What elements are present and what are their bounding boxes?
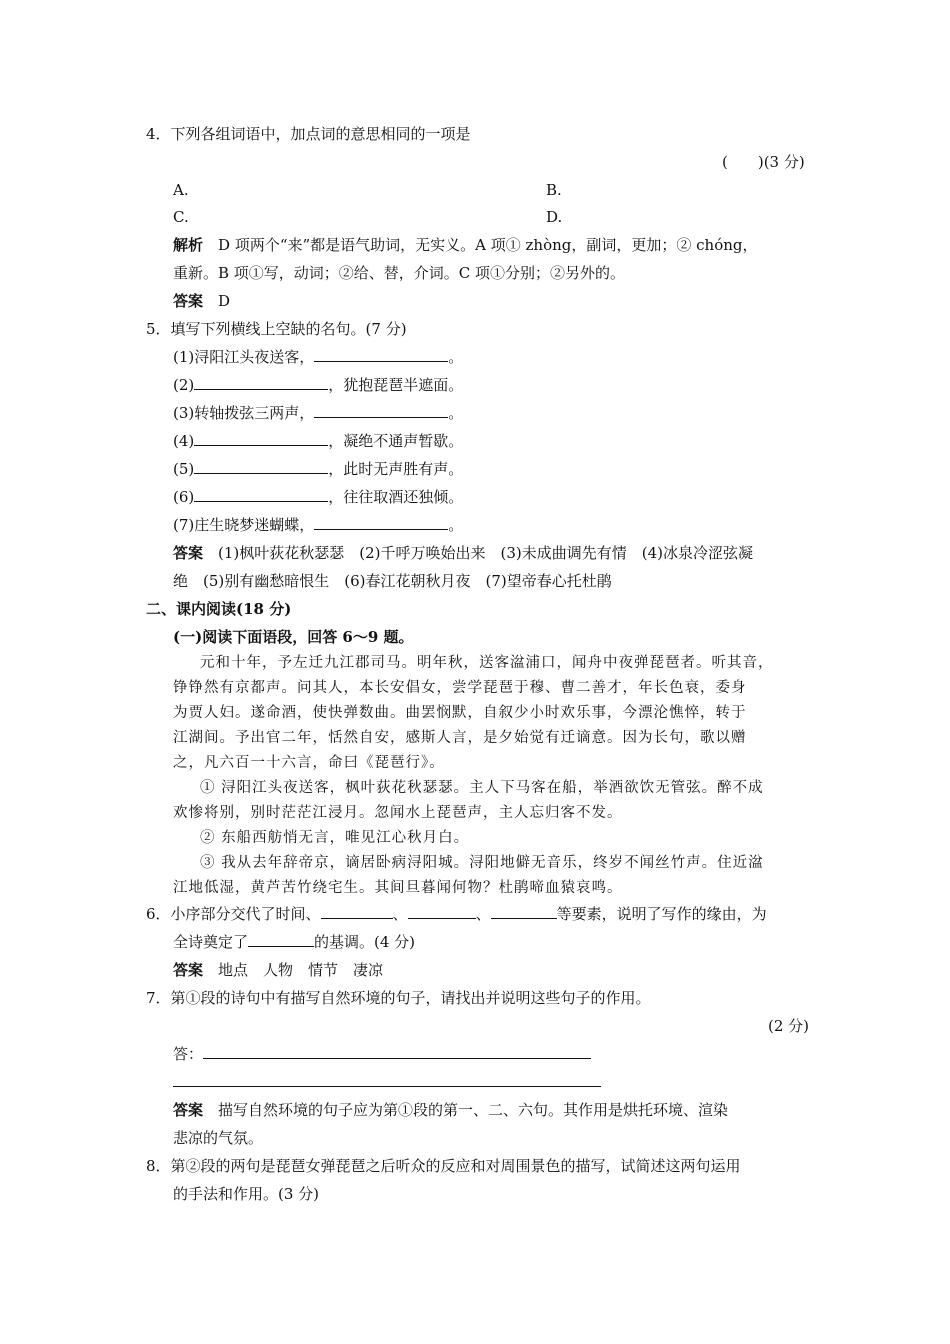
fill-blank[interactable] (194, 459, 328, 474)
q6-text: 等要素，说明了写作的缘由，为 (556, 905, 767, 923)
q7-stem: 7．第①段的诗句中有描写自然环境的句子，请找出并说明这些句子的作用。 (146, 989, 651, 1007)
analysis-label: 解析 (173, 236, 204, 254)
q4-option-c: C. (173, 208, 189, 226)
item-post: 。 (448, 516, 464, 534)
q7-answer (173, 1099, 728, 1121)
q6-text: 的基调。(4 分) (314, 933, 416, 951)
q6-stem (146, 903, 767, 925)
q4-analysis (173, 234, 758, 256)
q6-stem-cont (173, 931, 415, 953)
item-post: ，往往取酒还独倾。 (328, 488, 464, 506)
q6-text: 全诗奠定了 (173, 933, 249, 951)
answer-label: 答案 (173, 292, 204, 310)
item-pre: (4) (173, 432, 195, 450)
q5-item-5 (173, 458, 463, 480)
item-pre: (5) (173, 460, 195, 478)
q6-text: 、 (475, 905, 491, 923)
fill-blank[interactable] (491, 904, 557, 919)
fill-blank[interactable] (194, 431, 328, 446)
q4-option-a: A. (173, 181, 189, 199)
q6-text: 6．小序部分交代了时间、 (146, 905, 321, 923)
item-pre: (3)转轴拨弦三两声， (173, 404, 315, 422)
poem-paragraph-1-cont: 欢惨将别，别时茫茫江浸月。忽闻水上琵琶声，主人忘归客不发。 (173, 805, 623, 821)
q5-item-2 (173, 374, 463, 396)
q5-item-3 (173, 402, 463, 424)
q5-item-7 (173, 514, 463, 536)
q7-answer-field-2 (173, 1071, 601, 1093)
item-pre: (2) (173, 376, 195, 394)
answer-line[interactable] (173, 1072, 601, 1087)
preface-line: 为贾人妇。遂命酒，使快弹数曲。曲罢悯默，自叙少小时欢乐事，今漂沦憔悴，转于 (173, 705, 747, 721)
answer-prefix: 答： (173, 1045, 204, 1063)
answer-text: (1)枫叶荻花秋瑟瑟 (2)千呼万唤始出来 (3)未成曲调先有情 (4)冰泉冷涩弦凝 (218, 544, 754, 562)
q7-answer-field (173, 1043, 591, 1065)
preface-line: 江湖间。予出官二年，恬然自安，感斯人言，是夕始觉有迁谪意。因为长句，歌以赠 (173, 730, 747, 746)
fill-blank[interactable] (321, 904, 393, 919)
preface-line: 元和十年，予左迁九江郡司马。明年秋，送客湓浦口，闻舟中夜弹琵琶者。听其音， (200, 655, 774, 671)
fill-blank[interactable] (314, 515, 448, 530)
q8-stem-cont: 的手法和作用。(3 分) (173, 1185, 320, 1203)
q5-item-4 (173, 430, 463, 452)
fill-blank[interactable] (408, 904, 476, 919)
poem-paragraph-2: ② 东船西舫悄无言，唯见江心秋月白。 (200, 830, 470, 846)
preface-line: 铮铮然有京都声。问其人，本长安倡女，尝学琵琶于穆、曹二善才，年长色衰，委身 (173, 680, 747, 696)
answer-line[interactable] (203, 1044, 591, 1059)
answer-label: 答案 (173, 1101, 204, 1119)
item-post: 。 (448, 404, 464, 422)
q4-option-b: B. (546, 181, 562, 199)
q6-answer (173, 959, 383, 981)
fill-blank[interactable] (194, 375, 328, 390)
answer-text: D (218, 292, 231, 310)
q8-stem: 8．第②段的两句是琵琶女弹琵琶之后听众的反应和对周围景色的描写，试简述这两句运用 (146, 1157, 741, 1175)
q7-answer-cont: 悲凉的气氛。 (173, 1129, 264, 1147)
answer-text: 描写自然环境的句子应为第①段的第一、二、六句。其作用是烘托环境、渲染 (218, 1101, 729, 1119)
q4-option-d: D. (546, 208, 563, 226)
fill-blank[interactable] (248, 932, 314, 947)
answer-label: 答案 (173, 544, 204, 562)
item-pre: (1)浔阳江头夜送客， (173, 348, 315, 366)
section-subtitle: (一)阅读下面语段，回答 6～9 题。 (173, 628, 414, 646)
q7-score: (2 分) (768, 1017, 810, 1035)
item-post: ，犹抱琵琶半遮面。 (328, 376, 464, 394)
item-post: 。 (448, 348, 464, 366)
preface-line: 之，凡六百一十六言，命曰《琵琶行》。 (173, 755, 445, 771)
q4-score: ( )(3 分) (722, 153, 805, 171)
q5-item-6 (173, 486, 463, 508)
fill-blank[interactable] (314, 403, 448, 418)
poem-paragraph-1: ① 浔阳江头夜送客，枫叶荻花秋瑟瑟。主人下马客在船，举酒欲饮无管弦。醉不成 (200, 780, 764, 796)
q5-stem: 5．填写下列横线上空缺的名句。(7 分) (146, 320, 407, 338)
fill-blank[interactable] (194, 487, 328, 502)
q4-answer (173, 290, 230, 312)
item-pre: (6) (173, 488, 195, 506)
poem-paragraph-3: ③ 我从去年辞帝京，谪居卧病浔阳城。浔阳地僻无音乐，终岁不闻丝竹声。住近湓 (200, 855, 764, 871)
answer-label: 答案 (173, 961, 204, 979)
q6-text: 、 (392, 905, 408, 923)
section-title: 二、课内阅读(18 分) (146, 600, 292, 618)
item-post: ，此时无声胜有声。 (328, 460, 464, 478)
poem-paragraph-3-cont: 江地低湿，黄芦苦竹绕宅生。其间旦暮闻何物？杜鹃啼血猿哀鸣。 (173, 880, 623, 896)
q4-stem: 4．下列各组词语中，加点词的意思相同的一项是 (146, 125, 471, 143)
item-post: ，凝绝不通声暂歇。 (328, 432, 464, 450)
q5-answer (173, 542, 753, 564)
analysis-text: D 项两个“来”都是语气助词，无实义。A 项① zhòng，副词，更加；② chóng， (218, 236, 758, 254)
answer-text: 地点 人物 情节 凄凉 (218, 961, 384, 979)
item-pre: (7)庄生晓梦迷蝴蝶， (173, 516, 315, 534)
q4-analysis-cont: 重新。B 项①写，动词；②给、替，介词。C 项①分别；②另外的。 (173, 264, 626, 282)
fill-blank[interactable] (314, 347, 448, 362)
q5-item-1 (173, 346, 463, 368)
q5-answer-cont: 绝 (5)别有幽愁暗恨生 (6)春江花朝秋月夜 (7)望帝春心托杜鹃 (173, 572, 612, 590)
